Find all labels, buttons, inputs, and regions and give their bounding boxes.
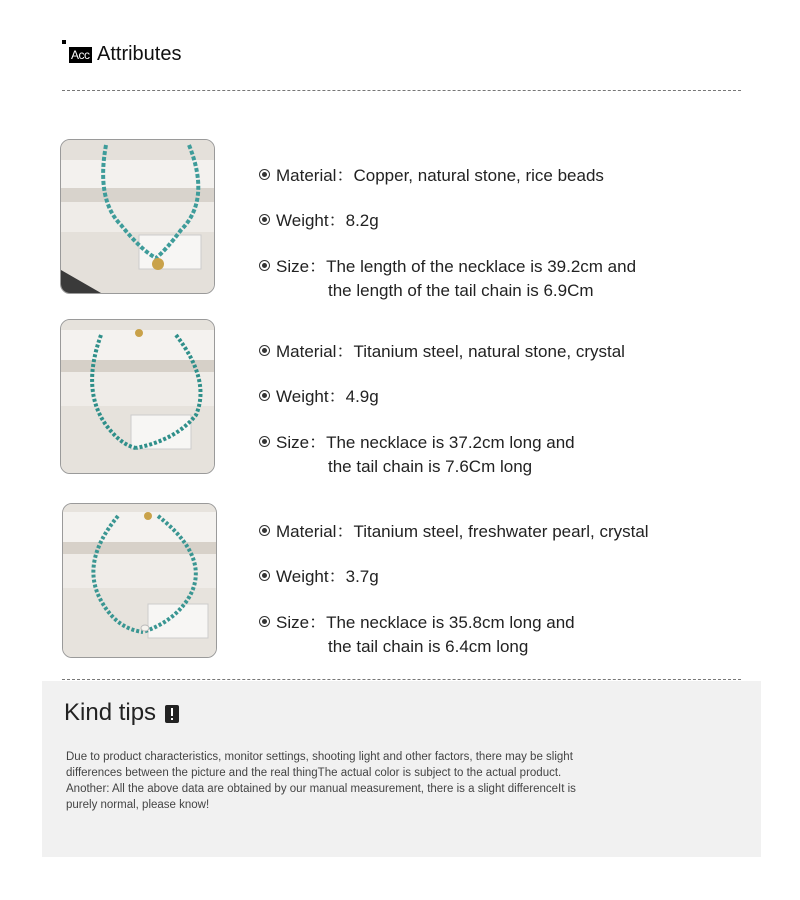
tips-line: differences between the picture and the real thingThe actual color is subject to the actual product. [66, 767, 562, 779]
size-row [259, 611, 575, 635]
size-line-2: the tail chain is 6.4cm long [328, 637, 529, 656]
weight-label: Weight： [276, 211, 346, 230]
weight-value: 8.2g [345, 211, 379, 230]
necklace-photo-2 [60, 319, 215, 474]
material-row [259, 520, 649, 544]
kind-tips-panel [42, 681, 761, 857]
material-row [259, 164, 604, 188]
exclamation-icon [165, 705, 179, 723]
necklace-photo-3 [62, 503, 217, 658]
section-title: Attributes [97, 43, 182, 65]
weight-label: Weight： [276, 567, 346, 586]
material-row [259, 340, 625, 364]
size-label: Size： [276, 257, 327, 276]
target-bullet-icon [259, 214, 270, 225]
target-bullet-icon [259, 436, 270, 447]
weight-row [259, 385, 379, 409]
material-value: Titanium steel, freshwater pearl, crystal [353, 522, 649, 541]
size-line-2: the length of the tail chain is 6.9Cm [328, 281, 594, 300]
bottom-divider [62, 679, 741, 680]
target-bullet-icon [259, 169, 270, 180]
size-line-2: the tail chain is 7.6Cm long [328, 457, 533, 476]
material-value: Copper, natural stone, rice beads [353, 166, 604, 185]
material-label: Material： [276, 342, 354, 361]
tips-title: Kind tips [64, 699, 157, 726]
weight-label: Weight： [276, 387, 346, 406]
material-label: Material： [276, 166, 354, 185]
tips-text [66, 749, 646, 813]
tips-line: Another: All the above data are obtained by our manual measurement, there is a slight differenceIt is [66, 783, 576, 795]
material-value: Titanium steel, natural stone, crystal [353, 342, 625, 361]
target-bullet-icon [259, 525, 270, 536]
target-bullet-icon [259, 260, 270, 271]
size-label: Size： [276, 613, 327, 632]
size-label: Size： [276, 433, 327, 452]
weight-row [259, 565, 379, 589]
weight-value: 3.7g [345, 567, 379, 586]
size-line-1: The necklace is 37.2cm long and [326, 433, 575, 452]
target-bullet-icon [259, 616, 270, 627]
size-line-1: The length of the necklace is 39.2cm and [326, 257, 637, 276]
target-bullet-icon [259, 345, 270, 356]
size-row [259, 431, 575, 455]
weight-value: 4.9g [345, 387, 379, 406]
target-bullet-icon [259, 390, 270, 401]
tips-line: purely normal, please know! [66, 799, 210, 811]
size-line-1: The necklace is 35.8cm long and [326, 613, 575, 632]
necklace-photo-1 [60, 139, 215, 294]
header-badge: Acc [71, 48, 90, 62]
target-bullet-icon [259, 570, 270, 581]
tips-line: Due to product characteristics, monitor settings, shooting light and other factors, there may be slight [66, 751, 573, 763]
material-label: Material： [276, 522, 354, 541]
size-row [259, 255, 636, 279]
weight-row [259, 209, 379, 233]
